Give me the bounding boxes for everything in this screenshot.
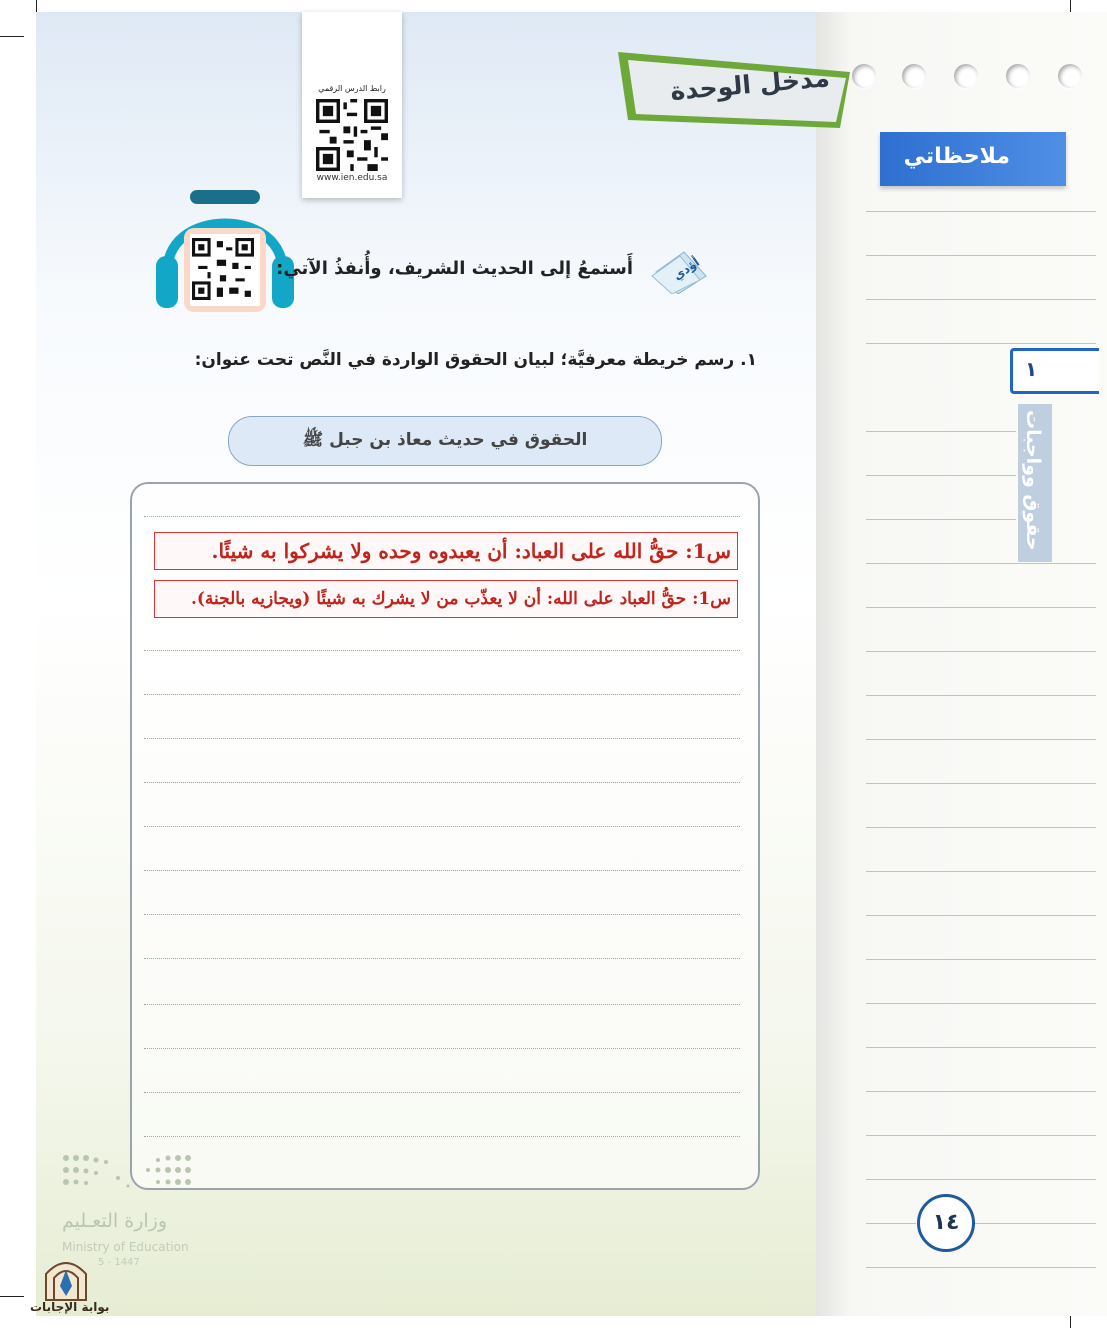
dotted-line — [144, 650, 740, 651]
dotted-line — [144, 694, 740, 695]
ministry-logo-icon — [58, 1150, 208, 1210]
notes-ring-icon — [1006, 64, 1030, 88]
notes-ring-icon — [1058, 64, 1082, 88]
notes-line — [866, 299, 1096, 300]
qr-url[interactable]: www.ien.edu.sa — [316, 173, 388, 183]
notes-line — [866, 1223, 916, 1224]
notes-line — [866, 739, 1096, 740]
notes-line — [866, 1179, 1096, 1180]
ministry-name-ar: وزارة التعـليم — [62, 1210, 168, 1232]
edition-year: 5 - 1447 — [98, 1257, 140, 1268]
chapter-number-box — [1010, 348, 1099, 394]
dotted-line — [144, 914, 740, 915]
notes-ring-icon — [954, 64, 978, 88]
notes-tab — [880, 132, 1066, 186]
notes-line — [866, 255, 1096, 256]
page-number: ١٤ — [917, 1194, 975, 1252]
qr-code-icon[interactable] — [316, 99, 388, 171]
dotted-line — [144, 1004, 740, 1005]
notes-line — [866, 1047, 1096, 1048]
notes-tab-label: ملاحظاتي — [903, 144, 1010, 169]
notes-line — [866, 783, 1096, 784]
notes-line — [866, 519, 1016, 520]
ministry-name-en: Ministry of Education — [62, 1240, 189, 1254]
notes-line — [866, 211, 1096, 212]
answer-line-1[interactable]: س1: حقُّ الله على العباد: أن يعبدوه وحده ولا يشركوا به شيئًا. — [154, 532, 738, 570]
dotted-line — [144, 1048, 740, 1049]
map-title-pill: الحقوق في حديث معاذ بن جبل ﷺ — [228, 416, 662, 466]
chapter-title: حقوق وواجبات — [1022, 410, 1044, 551]
unit-title: مدخل الوحدة — [669, 63, 831, 106]
notes-line — [866, 563, 1096, 564]
answer-line-2[interactable]: س1: حقُّ العباد على الله: أن لا يعذّب من لا يشرك به شيئًا (ويجازيه بالجنة). — [154, 580, 738, 618]
crop-mark — [0, 1296, 24, 1297]
notes-line — [866, 343, 1096, 344]
notes-line — [866, 959, 1096, 960]
headphones-icon[interactable] — [154, 186, 296, 316]
notes-ring-icon — [902, 64, 926, 88]
notes-line — [866, 1091, 1096, 1092]
chapter-number: ١ — [1025, 357, 1038, 381]
notes-line — [866, 1003, 1096, 1004]
dotted-line — [144, 826, 740, 827]
notes-ring-icon — [852, 64, 876, 88]
notes-line — [866, 431, 1016, 432]
crop-mark — [0, 36, 24, 37]
notes-line — [866, 871, 1096, 872]
chapter-ribbon — [1018, 404, 1052, 562]
notes-line — [866, 1267, 1096, 1268]
notes-line — [866, 695, 1096, 696]
notes-line — [866, 827, 1096, 828]
dotted-line — [144, 1092, 740, 1093]
notes-line — [866, 915, 1096, 916]
site-logo-icon — [40, 1256, 92, 1302]
dotted-line — [144, 870, 740, 871]
notes-line — [866, 607, 1096, 608]
notes-line — [866, 1135, 1096, 1136]
dotted-line — [144, 738, 740, 739]
perform-tag-label: أؤدي — [670, 255, 703, 283]
notes-line — [974, 1223, 1096, 1224]
site-name: بوابة الإجابات — [30, 1300, 110, 1314]
dotted-line — [144, 516, 740, 517]
notes-line — [866, 651, 1096, 652]
dotted-line — [144, 782, 740, 783]
notes-line — [866, 475, 1016, 476]
qr-card[interactable] — [302, 12, 402, 198]
qr-caption: رابط الدرس الرقمي — [318, 84, 386, 93]
notes-page — [816, 12, 1107, 1316]
task-instruction: ١. رسم خريطة معرفيَّة؛ لبيان الحقوق الواردة في النَّص تحت عنوان: — [194, 350, 757, 370]
listen-instruction: أَستمعُ إلى الحديث الشريف، وأُنفذُ الآتي: — [276, 258, 633, 279]
dotted-line — [144, 1136, 740, 1137]
dotted-line — [144, 958, 740, 959]
